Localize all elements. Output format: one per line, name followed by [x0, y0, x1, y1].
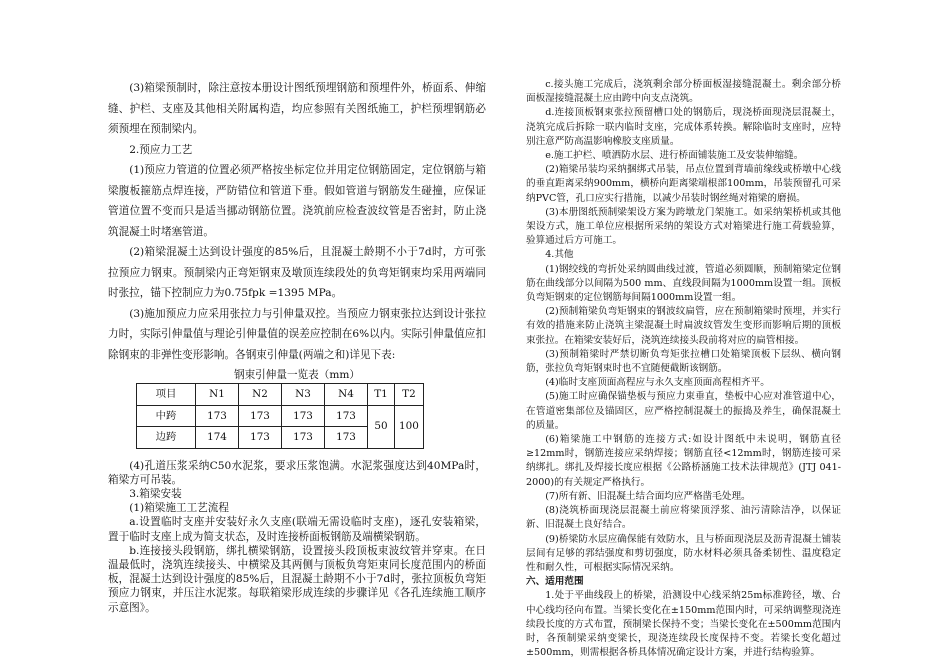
section-heading: 4.其他 [545, 249, 574, 261]
table-cell: 174 [196, 427, 239, 449]
table-cell: 173 [282, 427, 325, 449]
paragraph: (2)预制箱梁负弯矩钢束的钢波纹扁管，应在预制箱梁时预埋，并实行有效的措施来防止浇筑主梁混凝土时扁波纹管发生变形而影响后期的顶板束张拉。在箱梁安装好后，浇筑连续接头段前将对应的扁管相接。 [526, 306, 841, 346]
paragraph: d.连接顶板钢束张拉预留槽口处的钢筋后，现浇桥面现浇层混凝土，浇筑完成后拆除一联内临时支座，完成体系转换。解除临时支座时，应特别注意严防高温影响橡胶支座质量。 [526, 107, 841, 147]
table-header-row [137, 384, 424, 406]
paragraph: (3)本册图纸预制梁架设方案为跨墩龙门架施工。如采纳架桥机或其他架设方式，施工单位应根据所采纳的架设方式对箱梁进行施工荷载验算，验算通过后方可施工。 [526, 206, 841, 247]
table-cell: 173 [239, 427, 282, 449]
table-header-cell: N3 [282, 384, 325, 406]
paragraph: (3)箱梁预制时，除注意按本册设计图纸预埋钢筋和预埋件外，桥面系、伸缩缝、护栏、支座及其他相关附属构造，均应参照有关图纸施工，护栏预埋钢筋必须预埋在预制梁内。 [108, 82, 486, 135]
right-column [526, 78, 841, 660]
paragraph: (9)桥梁防水层应确保能有效防水，且与桥面现浇层及沥青混凝土铺装层间有足够的郛结强度和剪切强度，防水材料必须具备柔韧性、温度稳定性和耐久性，可根据实际情况采纳。 [526, 533, 841, 573]
table-cell: 173 [325, 427, 368, 449]
table-cell: 173 [282, 405, 325, 427]
paragraph: (4)孔道压浆采纳C50水泥浆，要求压浆饱满。水泥浆强度达到40MPa时，箱梁方可吊装。 [108, 459, 486, 486]
table-header-cell: T2 [395, 384, 424, 406]
paragraph: (3)施加预应力应采用张拉力与引伸量双控。当预应力钢束张拉达到设计张拉力时，实际引伸量值与理论引伸量值的误差应控制在6%以内。实际引伸量值应扣除钢束的非弹性变形影响。各钢束引伸量(两端之和)详见下表: [108, 307, 486, 361]
paragraph: (6)箱梁施工中钢筋的连接方式:如设计图纸中未说明，钢筋直径≥12mm时，钢筋连接应采纳焊接；钢筋直径<12mm时，钢筋连接可采纳绑扎。绑扎及焊接长度应根据《公路桥涵施工技术法律规范》(JTJ 041-2000)的有关规定严格执行。 [526, 434, 841, 488]
paragraph: (7)所有新、旧混凝土结合面均应严格凿毛处理。 [545, 490, 751, 502]
paragraph: 1.处于平曲线段上的桥梁，沿测设中心线采纳25m标准跨径，墩、台中心线均径向布置。当梁长变化在±150mm范围内时，可采纳调整现浇连续段长度的方式布置，预制梁长保持不变；当梁长变化在±500mm范围内时，各预制梁采纳变梁长，现浇连续段长度保持不变。若梁长变化超过±500mm，则需根据各桥具体情况确定设计方案，并进行结构验算。 [526, 590, 841, 659]
paragraph: (8)浇筑桥面现浇层混凝土前应将梁顶浮浆、油污清除洁净，以保证新、旧混凝土良好结合。 [526, 505, 841, 531]
section-heading: 3.箱梁安装 [129, 487, 182, 500]
table-row [137, 405, 424, 427]
paragraph: (4)临时支座顶面高程应与永久支座顶面高程相齐平。 [545, 377, 770, 389]
paragraph: a.设置临时支座并安装好永久支座(联端无需设临时支座)，逐孔安装箱梁，置于临时支座上成为简支状态，及时连接桥面板钢筋及端横梁钢筋。 [108, 516, 486, 543]
table-header-cell: N1 [196, 384, 239, 406]
paragraph: (1)钢绞线的弯折处采纳圆曲线过渡，管道必须圆顺，预制箱梁定位钢筋在曲线部分以间隔为500 mm、直线段间隔为1000mm设置一组。顶板负弯矩钢束的定位钢筋每间隔1000mm设置一组。 [526, 263, 841, 304]
table-cell-t2: 100 [395, 405, 424, 448]
table-cell: 173 [239, 405, 282, 427]
paragraph: b.连接接头段钢筋，绑扎横梁钢筋，设置接头段顶板束波纹管并穿束。在日温最低时，浇筑连续接头、中横梁及其两侧与顶板负弯矩束同长度范围内的桥面板，混凝土达到设计强度的85%后，且混凝土龄期不小于7d时，张拉顶板负弯矩预应力钢束，并压注水泥浆。每联箱梁形成连续的步骤详见《各孔连续施工顺序示意图》。 [108, 544, 486, 614]
paragraph: (5)施工时应确保锚垫板与预应力束垂直，垫板中心应对准管道中心，在管道密集部位及锚固区，应严格控制混凝土的振捣及养生，确保混凝土的质量。 [526, 391, 841, 431]
section-heading: 2.预应力工艺 [129, 143, 193, 156]
table-cell-t1: 50 [368, 405, 395, 448]
table-header-cell: T1 [368, 384, 395, 406]
subsection-heading: (1)箱梁施工工艺流程 [129, 502, 229, 515]
paragraph: (3)预制箱梁时严禁切断负弯矩张拉槽口处箱梁顶板下层纵、横向钢筋，张拉负弯矩钢束时也不宜随便截断该钢筋。 [526, 348, 841, 375]
table-cell: 边跨 [137, 427, 196, 449]
section-heading: 六、适用范围 [526, 576, 584, 588]
paragraph: (2)箱梁混凝土达到设计强度的85%后，且混凝土龄期不小于7d时，方可张拉预应力钢束。预制梁内正弯矩钢束及墩顶连续段处的负弯矩钢束均采用两端同时张拉，锚下控制应力为0.75fpk =1395 MPa。 [108, 246, 486, 299]
paragraph: c.接头施工完成后，浇筑剩余部分桥面板湿接缝混凝土。剩余部分桥面板湿接缝混凝土应由跨中向支点浇筑。 [526, 79, 841, 105]
table-cell: 173 [325, 405, 368, 427]
table-cell: 173 [196, 405, 239, 427]
table-header-cell: 项目 [137, 384, 196, 406]
table-header-cell: N4 [325, 384, 368, 406]
paragraph: (2)箱梁吊装均采纳捆绑式吊装，吊点位置到背墙前缘线或桥墩中心线的垂直距离采纳900mm，横桥向距离梁端根部100mm，吊装预留孔可采纳PVC管，孔口应实行措施，以减少吊装时钢丝绳对箱梁的磨损。 [526, 164, 841, 204]
paragraph: (1)预应力管道的位置必须严格按坐标定位并用定位钢筋固定，定位钢筋与箱梁腹板箍筋点焊连接，严防错位和管道下垂。假如管道与钢筋发生碰撞，应保证管道位置不变而只是适当挪动钢筋位置。浇筑前应检查波纹管是否密封，防止浇筑混凝土时堵塞管道。 [108, 164, 486, 238]
table-header-cell: N2 [239, 384, 282, 406]
table-caption: 钢束引伸量一览表（mm） [233, 369, 361, 381]
elongation-table [136, 383, 424, 449]
paragraph: e.施工护栏、喷洒防水层、进行桥面铺装施工及安装伸缩缝。 [545, 150, 804, 162]
table-cell: 中跨 [137, 405, 196, 427]
left-column [108, 78, 486, 615]
